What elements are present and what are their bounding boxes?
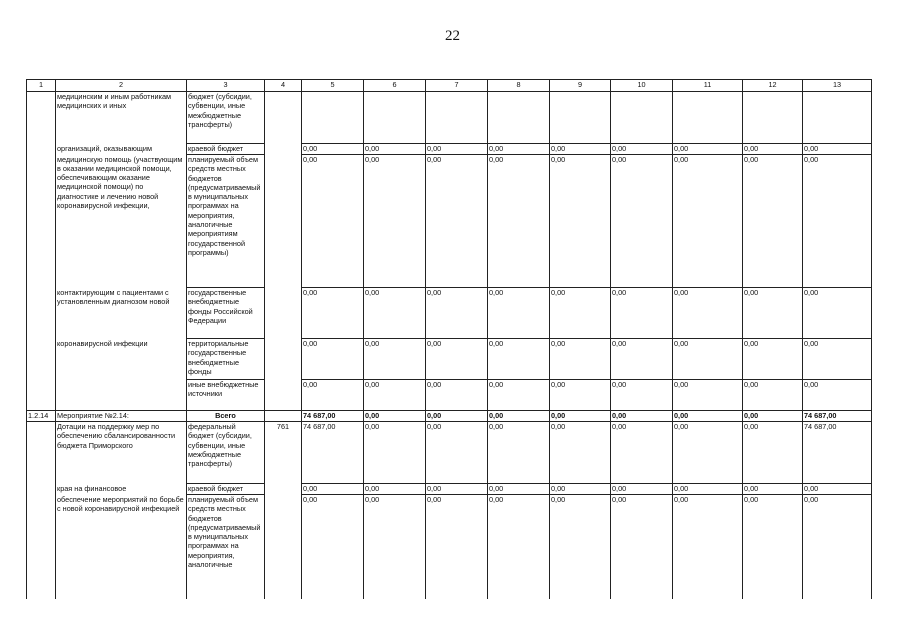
table-cell: 0,00 — [673, 339, 743, 380]
table-cell: 0,00 — [488, 288, 550, 339]
table-cell: 0,00 — [364, 288, 426, 339]
table-cell: 0,00 — [364, 411, 426, 422]
table-row — [27, 144, 872, 155]
table-cell — [265, 411, 302, 422]
table-cell — [265, 155, 302, 288]
table-cell: 0,00 — [364, 380, 426, 411]
column-header: 3 — [187, 80, 265, 92]
table-cell: 0,00 — [302, 339, 364, 380]
table-cell — [803, 92, 872, 144]
column-header: 12 — [743, 80, 803, 92]
table-cell: 0,00 — [426, 155, 488, 288]
table-cell: 0,00 — [550, 495, 611, 599]
table-cell: 74 687,00 — [302, 411, 364, 422]
table-cell: коронавирусной инфекции — [56, 339, 187, 380]
table-cell: медицинским и иным работникам медицинских и иных — [56, 92, 187, 144]
table-cell: 0,00 — [488, 484, 550, 495]
table-cell: 0,00 — [426, 411, 488, 422]
table-cell: 0,00 — [364, 339, 426, 380]
table-cell — [265, 288, 302, 339]
table-cell: 0,00 — [550, 155, 611, 288]
column-header: 8 — [488, 80, 550, 92]
table-cell: обеспечение мероприятий по борьбе с новой коронавирусной инфекцией — [56, 495, 187, 599]
table-cell: 0,00 — [743, 339, 803, 380]
table-cell: 0,00 — [743, 380, 803, 411]
table-cell: 74 687,00 — [803, 411, 872, 422]
table-cell — [27, 144, 56, 155]
table-cell — [27, 484, 56, 495]
table-cell — [265, 92, 302, 144]
table-cell: 0,00 — [611, 411, 673, 422]
table-cell: 0,00 — [673, 495, 743, 599]
table-cell — [27, 92, 56, 144]
table-cell: 0,00 — [611, 484, 673, 495]
table-cell: иные внебюджетные источники — [187, 380, 265, 411]
table-row — [27, 422, 872, 484]
table-cell — [302, 92, 364, 144]
table-cell: 0,00 — [364, 422, 426, 484]
table-cell: 0,00 — [426, 422, 488, 484]
table-cell: 0,00 — [611, 422, 673, 484]
table-cell — [27, 495, 56, 599]
table-cell: 0,00 — [550, 380, 611, 411]
column-header: 10 — [611, 80, 673, 92]
table-cell: Дотации на поддержку мер по обеспечению сбалансированности бюджета Приморского — [56, 422, 187, 484]
table-cell — [265, 144, 302, 155]
table-cell: планируемый объем средств местных бюджетов (предусматриваемый в муниципальных программах на мероприятия, аналогичные мероприятиям государственной программы) — [187, 155, 265, 288]
table-cell: 0,00 — [743, 288, 803, 339]
table-cell — [488, 92, 550, 144]
table-cell: 0,00 — [673, 411, 743, 422]
table-cell: 74 687,00 — [302, 422, 364, 484]
table-cell: 0,00 — [611, 380, 673, 411]
table-cell — [265, 380, 302, 411]
table-row — [27, 155, 872, 288]
table-cell — [611, 92, 673, 144]
table-cell: 0,00 — [364, 484, 426, 495]
table-cell: 0,00 — [550, 422, 611, 484]
table-cell: 0,00 — [550, 484, 611, 495]
table-cell: 0,00 — [611, 339, 673, 380]
column-header: 11 — [673, 80, 743, 92]
table-cell: 0,00 — [302, 495, 364, 599]
table-row — [27, 92, 872, 144]
table-cell: 0,00 — [743, 411, 803, 422]
table-cell — [27, 288, 56, 339]
table-cell: краевой бюджет — [187, 484, 265, 495]
table-cell — [27, 422, 56, 484]
table-row — [27, 484, 872, 495]
table-cell: 0,00 — [673, 380, 743, 411]
column-header: 5 — [302, 80, 364, 92]
table-cell — [364, 92, 426, 144]
table-cell: территориальные государственные внебюджетные фонды — [187, 339, 265, 380]
table-cell: 0,00 — [488, 155, 550, 288]
table-cell — [673, 92, 743, 144]
table-cell: федеральный бюджет (субсидии, субвенции, иные межбюджетные трансферты) — [187, 422, 265, 484]
table-row — [27, 380, 872, 411]
table-row — [27, 411, 872, 422]
budget-table — [26, 79, 872, 599]
table-cell: 0,00 — [611, 288, 673, 339]
table-cell: 0,00 — [426, 144, 488, 155]
column-header: 6 — [364, 80, 426, 92]
table-cell — [265, 484, 302, 495]
table-row — [27, 339, 872, 380]
table-cell: 0,00 — [673, 422, 743, 484]
table-cell: государственные внебюджетные фонды Российской Федерации — [187, 288, 265, 339]
table-cell: 0,00 — [302, 155, 364, 288]
table-cell: 0,00 — [488, 495, 550, 599]
table-cell: 0,00 — [611, 495, 673, 599]
table-cell — [550, 92, 611, 144]
table-cell: 0,00 — [488, 380, 550, 411]
table-cell: 0,00 — [673, 288, 743, 339]
table-cell: 74 687,00 — [803, 422, 872, 484]
table-cell: 0,00 — [488, 144, 550, 155]
table-cell: 0,00 — [550, 144, 611, 155]
table-cell: 0,00 — [743, 144, 803, 155]
table-cell: 0,00 — [426, 339, 488, 380]
table-cell: 0,00 — [302, 288, 364, 339]
table-cell: 0,00 — [550, 339, 611, 380]
table-cell: 0,00 — [803, 144, 872, 155]
table-cell: краевой бюджет — [187, 144, 265, 155]
table-cell: 0,00 — [488, 339, 550, 380]
table-cell: 0,00 — [803, 380, 872, 411]
page-number: 22 — [445, 28, 460, 44]
table-cell — [265, 339, 302, 380]
table-cell: 0,00 — [488, 422, 550, 484]
table-cell: 0,00 — [743, 484, 803, 495]
table-cell: 0,00 — [743, 495, 803, 599]
table-cell: 0,00 — [488, 411, 550, 422]
table-cell: контактирующим с пациентами с установленным диагнозом новой — [56, 288, 187, 339]
table-cell: 1.2.14 — [27, 411, 56, 422]
table-cell: 0,00 — [426, 484, 488, 495]
column-header: 9 — [550, 80, 611, 92]
column-header: 7 — [426, 80, 488, 92]
column-header: 1 — [27, 80, 56, 92]
table-cell — [27, 339, 56, 380]
table-cell: 0,00 — [364, 144, 426, 155]
table-cell: Всего — [187, 411, 265, 422]
table-cell — [27, 380, 56, 411]
table-cell: 0,00 — [302, 144, 364, 155]
table-cell: 0,00 — [803, 155, 872, 288]
table-cell: 0,00 — [364, 495, 426, 599]
table-cell: 0,00 — [426, 288, 488, 339]
table-cell: 0,00 — [302, 484, 364, 495]
table-cell: 0,00 — [743, 155, 803, 288]
column-header: 4 — [265, 80, 302, 92]
table-cell: 0,00 — [673, 484, 743, 495]
table-cell: Мероприятие №2.14: — [56, 411, 187, 422]
header-row — [27, 80, 872, 92]
table-cell: 0,00 — [803, 339, 872, 380]
table-cell: 0,00 — [803, 484, 872, 495]
column-header: 13 — [803, 80, 872, 92]
table-cell: 0,00 — [364, 155, 426, 288]
table-cell: 0,00 — [550, 288, 611, 339]
table-cell: 761 — [265, 422, 302, 484]
column-header: 2 — [56, 80, 187, 92]
table-cell: 0,00 — [673, 155, 743, 288]
table-cell: 0,00 — [550, 411, 611, 422]
table-cell: планируемый объем средств местных бюджетов (предусматриваемый в муниципальных программах на мероприятия, аналогичные — [187, 495, 265, 599]
table-cell: медицинскую помощь (участвующим в оказании медицинской помощи, обеспечивающим оказание медицинской помощи) по диагностике и лечению новой коронавирусной инфекции, — [56, 155, 187, 288]
table-cell: 0,00 — [611, 155, 673, 288]
table-row — [27, 288, 872, 339]
table-cell — [56, 380, 187, 411]
table-cell — [265, 495, 302, 599]
table-cell: 0,00 — [426, 380, 488, 411]
table-cell: 0,00 — [302, 380, 364, 411]
table-cell: края на финансовое — [56, 484, 187, 495]
table-cell: 0,00 — [803, 288, 872, 339]
table-cell: бюджет (субсидии, субвенции, иные межбюджетные трансферты) — [187, 92, 265, 144]
table-cell: 0,00 — [743, 422, 803, 484]
table-cell: 0,00 — [803, 495, 872, 599]
table-row — [27, 495, 872, 599]
table-cell — [426, 92, 488, 144]
table-cell: 0,00 — [611, 144, 673, 155]
table-cell — [743, 92, 803, 144]
table-cell: организаций, оказывающим — [56, 144, 187, 155]
table-cell — [27, 155, 56, 288]
table-cell: 0,00 — [673, 144, 743, 155]
table-cell: 0,00 — [426, 495, 488, 599]
